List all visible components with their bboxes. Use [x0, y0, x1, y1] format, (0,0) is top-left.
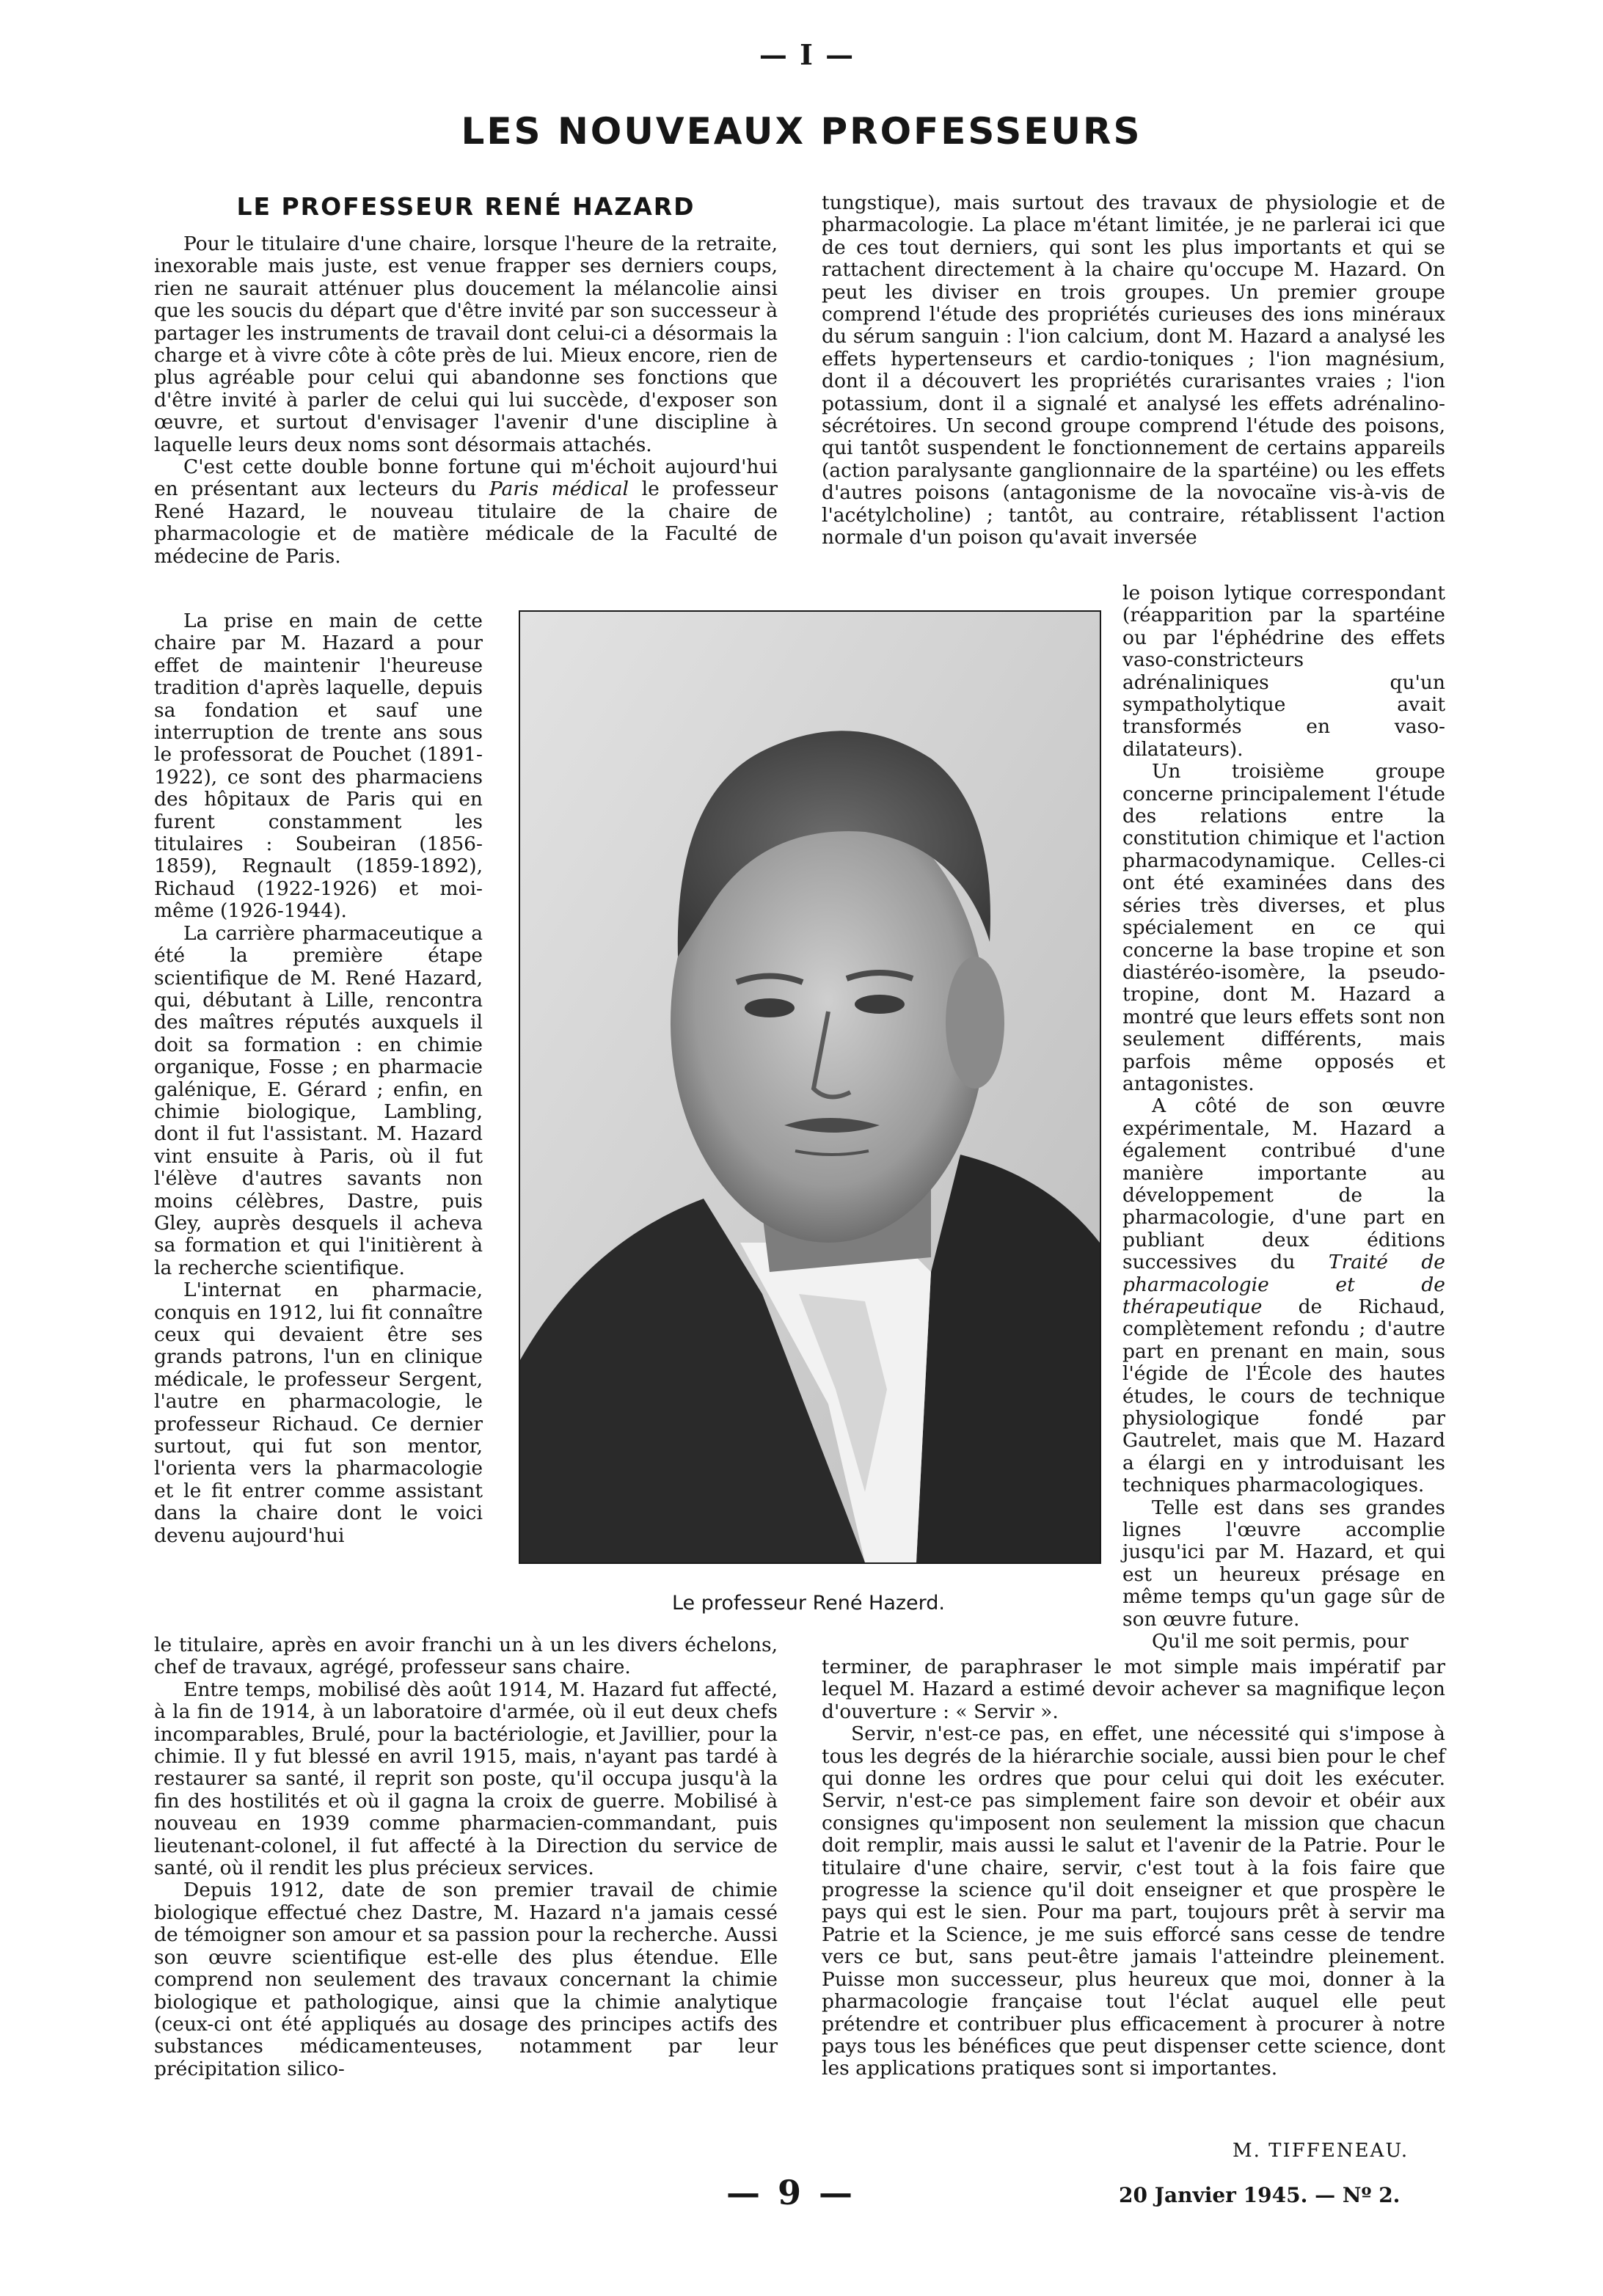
paragraph-career: La carrière pharmaceutique a été la première étape scientifique de M. René Hazard, qui, débutant à Lille, rencontra des maîtres réputés auxquels il doit sa formation : en chimie organique, Fosse ; en pharmacie galénique, E. Gérard ; enfin, en chimie biologique, Lambling, dont il fut l'assistant. M. Hazard vint ensuite à Paris, où il fut l'élève d'autres savants non moins célèbres, Dastre, puis Gley, auprès desquels il acheva sa formation et qui l'initièrent à la recherche scientifique.	[154, 921, 483, 1279]
page-title: LES NOUVEAUX PROFESSEURS	[461, 110, 1142, 153]
author-signature: M. TIFFENEAU.	[1233, 2140, 1409, 2162]
paragraph-permit: Qu'il me soit permis, pour	[1152, 1630, 1409, 1653]
paragraph-research: Depuis 1912, date de son premier travail de chimie biologique effectué chez Dastre, M. Hazard n'a jamais cessé de témoigner son amour et sa passion pour la recherche. Aussi son œuvre scientifique est-elle des plus étendue. Elle comprend non seulement des travaux concernant la chimie biologique et pathologique, ainsi que la chimie analytique (ceux-ci ont été appliqués au dosage des principes actifs des substances médicamenteuses, notamment par leur précipitation silico-	[154, 1879, 778, 2080]
paragraph-third-group: Un troisième groupe concerne principalement l'étude des relations entre la constitution chimique et l'action pharmacodynamique. Celles-ci ont été examinées dans des séries très diverses, et plus spécialement en ce qui concerne la base tropine et son diastéréo-isomère, la pseudo-tropine, dont M. Hazard a montré que leurs effets sont non seulement différents, mais parfois même opposés et antagonistes.	[1122, 760, 1445, 1095]
paragraph-tradition: La prise en main de cette chaire par M. Hazard a pour effet de maintenir l'heureuse tradition d'après laquelle, depuis sa fondation et sauf une interruption de trente ans sous le professorat de Pouchet (1891-1922), ce sont des pharmaciens des hôpitaux de Paris qui en furent constamment les titulaires : Soubeiran (1856-1859), Regnault (1859-1892), Richaud (1922-1926) et moi-même (1926-1944).	[154, 610, 483, 923]
photo-caption: Le professeur René Hazerd.	[671, 1592, 946, 1615]
paragraph-teaching: A côté de son œuvre expérimentale, M. Hazard a également contribué d'une manière importante au développement de la pharmacologie, d'une part en publiant deux éditions successives du Traité de pharmacologie et de thérapeutique de Richaud, complètement refondu ; d'autre part en prenant en main, sous l'égide de l'École des hautes études, le cours de technique physiologique fondé par Gautrelet, mais que M. Hazard a élargi en y introduisant les techniques pharmacologiques.	[1122, 1094, 1445, 1497]
paragraph-summary: Telle est dans ses grandes lignes l'œuvre accomplie jusqu'ici par M. Hazard, et qui est un heureux présage en même temps qu'un gage sûr de son œuvre future.	[1122, 1496, 1445, 1631]
left-column-top	[154, 233, 778, 568]
right-column-top	[822, 192, 1445, 549]
issue-date: 20 Janvier 1945. — Nº 2.	[1119, 2183, 1401, 2207]
paragraph-groups: tungstique), mais surtout des travaux de physiologie et de pharmacologie. La place m'étant limitée, je ne parlerai ici que de ces tout derniers, qui sont les plus importants et qui se rattachent directement à la chaire qu'occupe M. Hazard. On peut les diviser en trois groupes. Un premier groupe comprend l'étude des propriétés curieuses des ions minéraux du sérum sanguin : l'ion calcium, dont M. Hazard a analysé les effets hypertenseurs et cardio-toniques ; l'ion magnésium, dont il a découvert les propriétés curarisantes vraies ; l'ion potassium, dont il a signalé et analysé les effets adrénalino-sécrétoires. Un second groupe comprend l'étude des poisons, qui tantôt suspendent le fonctionnement de certains appareils (action paralysante ganglionnaire de la spartéine) ou les effets d'autres poisons (antagonisme de la novocaïne vis-à-vis de l'acétylcholine) ; tantôt, au contraire, rétablissent l'action normale d'un poison qu'avait inversée	[822, 191, 1445, 549]
article-title: LE PROFESSEUR RENÉ HAZARD	[236, 192, 695, 221]
paragraph-intro: Pour le titulaire d'une chaire, lorsque l'heure de la retraite, inexorable mais juste, est venue frapper ses derniers coups, rien ne saurait atténuer plus doucement la mélancolie ainsi que les soucis du départ que d'être invité par son successeur à partager les instruments de travail dont celui-ci a désormais la charge et à vivre côte à côte près de lui. Mieux encore, rien de plus agréable pour celui qui abandonne ses fonctions que d'être invité à parler de celui qui lui succède, d'exposer son œuvre, et surtout d'envisager l'avenir d'une discipline à laquelle leurs deux noms sont désormais attachés.	[154, 233, 778, 456]
top-page-marker: — I —	[759, 38, 855, 71]
left-column-narrow	[154, 610, 483, 1547]
paragraph-servir-intro: terminer, de paraphraser le mot simple mais impératif par lequel M. Hazard a estimé devoir achever sa magnifique leçon d'ouverture : « Servir ».	[822, 1656, 1445, 1723]
page-number: — 9 —	[726, 2173, 856, 2212]
right-column-narrow	[1122, 582, 1445, 1653]
paragraph-groups-cont: le poison lytique correspondant (réapparition par la spartéine ou par l'éphédrine des effets vaso-constricteurs adrénaliniques qu'un sympatholytique avait transformés en vaso-dilatateurs).	[1122, 582, 1445, 761]
paragraph-servir: Servir, n'est-ce pas, en effet, une nécessité qui s'impose à tous les degrés de la hiérarchie sociale, aussi bien pour le chef qui donne les ordres que pour celui qui doit les exécuter. Servir, n'est-ce pas simplement faire son devoir et obéir aux consignes qu'imposent non seulement la mission que chacun doit remplir, mais aussi le salut et l'avenir de la Patrie. Pour le titulaire d'une chaire, servir, c'est tout à la fois faire que progresse la science qu'il doit enseigner et que prospère le pays qui est le sien. Pour ma part, toujours prêt à servir ma Patrie et la Science, je me suis efforcé sans cesse de tendre vers ce but, sans peut-être jamais l'atteindre pleinement. Puisse mon successeur, plus heureux que moi, donner à la pharmacologie française tout l'éclat auquel elle peut prétendre et contribuer plus efficacement à procurer à notre pays tous les bénéfices que peut dispenser cette science, dont les applications pratiques sont si importantes.	[822, 1722, 1445, 2080]
paragraph-fortune: C'est cette double bonne fortune qui m'échoit aujourd'hui en présentant aux lecteurs du Paris médical le professeur René Hazard, le nouveau titulaire de la chaire de pharmacologie et de matière médicale de la Faculté de médecine de Paris.	[154, 456, 778, 568]
paragraph-war: Entre temps, mobilisé dès août 1914, M. Hazard fut affecté, à la fin de 1914, à un laboratoire d'armée, où il eut deux chefs incomparables, Brulé, pour la bactériologie, et Javillier, pour la chimie. Il y fut blessé en avril 1915, mais, n'ayant pas tardé à restaurer sa santé, il reprit son poste, qu'il occupa jusqu'à la fin des hostilités et où il gagna la croix de guerre. Mobilisé à nouveau en 1939 comme pharmacien-commandant, puis lieutenant-colonel, il fut affecté à la Direction du service de santé, où il rendit les plus précieux services.	[154, 1678, 778, 1880]
portrait-image	[520, 612, 1100, 1562]
left-column-bottom	[154, 1634, 778, 2080]
paragraph-internat-cont: le titulaire, après en avoir franchi un à un les divers échelons, chef de travaux, agrégé, professeur sans chaire.	[154, 1634, 778, 1679]
portrait-photo	[519, 610, 1101, 1564]
right-column-bottom	[822, 1656, 1445, 2080]
paragraph-internat: L'internat en pharmacie, conquis en 1912, lui fit connaître ceux qui devaient être ses grands patrons, l'un en clinique médicale, le professeur Sergent, l'autre en pharmacologie, le professeur Richaud. Ce dernier surtout, qui fut son mentor, l'orienta vers la pharmacologie et le fit entrer comme assistant dans la chaire dont le voici devenu aujourd'hui	[154, 1279, 483, 1547]
